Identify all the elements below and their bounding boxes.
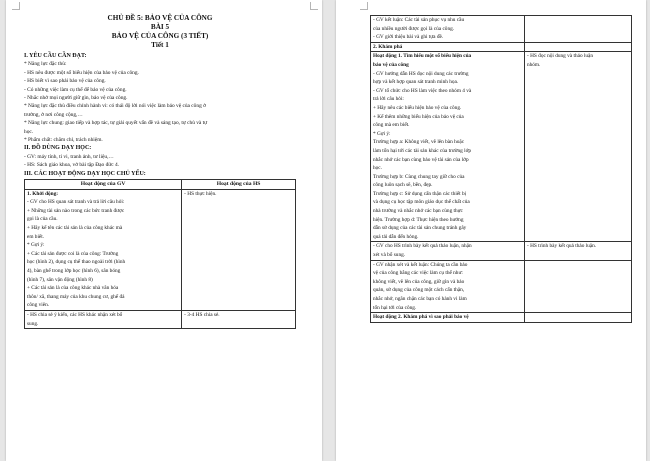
cell-line: nhà trường và nhắc nhở các bạn cùng thực bbox=[373, 208, 463, 215]
cell-line: + Các tài sản được coi là của công: Trường bbox=[27, 250, 119, 257]
student-activity-cell bbox=[524, 42, 631, 52]
table-row bbox=[371, 42, 632, 52]
title-line: BÀI 5 bbox=[150, 23, 170, 31]
cell-line: hợp và kết hợp quan sát tranh minh họa. bbox=[373, 79, 459, 86]
title-line: BẢO VỆ CỦA CÔNG (3 TIẾT) bbox=[111, 32, 209, 40]
cell-line: + Những tài sản nào trong các bức tranh được bbox=[27, 207, 125, 214]
cell-line: quá tải dẫn đến hỏng. bbox=[373, 233, 419, 240]
cell-line: làm tổn hại tới các tài sản khác của trường lớp bbox=[373, 147, 472, 154]
cell-line: Trường hợp b: Cùng chung tay giữ cho của bbox=[373, 173, 465, 180]
table-header-row bbox=[25, 180, 296, 190]
cell-line: - HS thực hiện. bbox=[184, 190, 217, 197]
cell-line: 4), bàn ghế trong lớp học (hình 6), sân bóng bbox=[27, 268, 121, 275]
cell-line: học. bbox=[373, 165, 382, 172]
section-heading: III. CÁC HOẠT ĐỘNG DẠY HỌC CHỦ YẾU: bbox=[24, 170, 146, 177]
table-row bbox=[371, 260, 632, 313]
page-content bbox=[24, 14, 296, 329]
student-activity-cell bbox=[524, 242, 631, 260]
student-activity-cell bbox=[524, 52, 631, 242]
table-row bbox=[25, 189, 296, 310]
title-line: CHỦ ĐỀ 5: BẢO VỆ CỦA CÔNG bbox=[107, 14, 213, 22]
teacher-activity-cell bbox=[371, 260, 525, 313]
student-activity-cell bbox=[524, 260, 631, 313]
document-page-right bbox=[336, 0, 646, 461]
body-line: * Phẩm chất: chăm chỉ, trách nhiệm. bbox=[24, 137, 103, 144]
section-heading: I. YÊU CẦU CẦN ĐẠT: bbox=[24, 53, 87, 59]
body-line: * Năng lực đặc thù điều chỉnh hành vi: có thái độ lời nói việc làm bảo vệ của công ở bbox=[24, 103, 206, 110]
cell-line: công mà em biết. bbox=[373, 122, 410, 129]
cell-line: - GV hướng dẫn HS đọc nội dung các trường bbox=[373, 70, 469, 77]
cell-line: - HS trình bày kết quả thảo luận. bbox=[526, 243, 597, 250]
page-content bbox=[370, 14, 632, 323]
table-row bbox=[371, 313, 632, 323]
body-line: - Có những việc làm cụ thể để bảo vệ của công. bbox=[24, 86, 127, 93]
body-line: - HS: Sách giáo khoa, vở bài tập Đạo đức 4. bbox=[24, 162, 119, 169]
cell-line: * Gợi ý: bbox=[373, 130, 391, 137]
activity-heading: bảo vệ của công bbox=[373, 61, 409, 68]
cell-line: gọi là của cầu. bbox=[27, 216, 58, 223]
header-student-activity: Hoạt động của HS bbox=[182, 180, 296, 190]
margin-marker-top-left bbox=[360, 2, 368, 10]
cell-line: - HS đọc nội dung và thảo luận bbox=[526, 53, 594, 60]
header-teacher-activity: Hoạt động của GV bbox=[25, 180, 182, 190]
activity-heading: Hoạt động 1. Tìm hiểu một số biểu hiện của bbox=[373, 53, 472, 60]
cell-line: - 3-4 HS chia sẻ. bbox=[184, 312, 220, 318]
lesson-title-block bbox=[24, 14, 296, 50]
cell-line: không viết, vẽ lên của công, giữ gìn và bảo bbox=[373, 278, 465, 285]
body-line: * Năng lực đặc thù: bbox=[24, 61, 67, 68]
cell-line: + Kể thêm những biểu hiện của bảo vệ của bbox=[373, 113, 464, 120]
cell-line: * Gợi ý: bbox=[27, 242, 45, 249]
cell-line: + Hãy nêu các biểu hiện bảo vệ của công. bbox=[373, 104, 462, 111]
student-activity-cell bbox=[524, 16, 631, 43]
cell-line: Trường hợp a: Không viết, vẽ lên bàn hoặc bbox=[373, 139, 465, 146]
cell-line: + Hãy kể tên các tài sản là của công khác mà bbox=[27, 225, 123, 232]
body-line: * Năng lực chung: giao tiếp và hợp tác, tự giải quyết vấn đề và sáng tạo, tự chủ và tự bbox=[24, 120, 208, 127]
cell-line: - GV nhận xét và kết luận: Chúng ta cần bảo bbox=[373, 261, 468, 268]
cell-line: - GV cho HS trình bày kết quả thảo luận, nhận bbox=[373, 243, 472, 250]
cell-line: nhóm. bbox=[526, 61, 541, 68]
cell-line: vệ của công bằng các việc làm cụ thể như: bbox=[373, 270, 463, 277]
cell-line: em biết. bbox=[27, 233, 45, 240]
section-heading: II. ĐỒ DÙNG DẠY HỌC: bbox=[24, 145, 92, 152]
cell-line: tổn hại tới của công. bbox=[373, 304, 417, 311]
cell-line: - GV cho HS quan sát tranh và trả lời câu hỏi: bbox=[27, 199, 125, 206]
cell-line: - GV tổ chức cho HS làm việc theo nhóm 4 và bbox=[373, 87, 472, 94]
body-line: - HS nêu được một số biểu hiện của bảo vệ của công. bbox=[24, 69, 139, 76]
margin-marker-top-right bbox=[310, 2, 318, 10]
cell-line: công viên. bbox=[27, 302, 50, 309]
teacher-activity-cell bbox=[371, 16, 525, 43]
table-row bbox=[25, 311, 296, 329]
cell-line: của nhiều người được gọi là của công. bbox=[373, 25, 455, 32]
cell-line: - GV giới thiệu bài và ghi tựa đề. bbox=[373, 34, 444, 41]
cell-line: trả lời câu hỏi: bbox=[373, 96, 404, 103]
table-row bbox=[371, 52, 632, 242]
cell-line: nhắc nhở các bạn cùng bảo vệ tài sản của lớp bbox=[373, 156, 469, 163]
cell-line: thôn/ xã, thang máy của khu chung cư, ghế đá bbox=[27, 293, 125, 300]
cell-line: dẫn sử dụng của các tài sản chung tránh gây bbox=[373, 225, 467, 232]
cell-line: công luôn sạch sẽ, bền, đẹp. bbox=[373, 182, 433, 189]
body-line: học. bbox=[24, 128, 34, 135]
margin-marker-top-left bbox=[12, 2, 20, 10]
teacher-activity-cell bbox=[371, 42, 525, 52]
cell-line: + Các tài sản là của công khác nhà văn hóa bbox=[27, 285, 119, 292]
cell-line: học (hình 2), dụng cụ thể thao ngoài trời (hình bbox=[27, 259, 126, 266]
student-activity-cell bbox=[182, 189, 296, 310]
body-line: - GV: máy tính, ti vi, tranh ảnh, tư liệu,… bbox=[24, 153, 114, 160]
teacher-activity-cell bbox=[371, 313, 525, 323]
table-row bbox=[371, 16, 632, 43]
title-line: Tiết 1 bbox=[151, 41, 169, 49]
activity-heading: Hoạt động 2. Khám phá vì sao phải bảo vệ bbox=[373, 314, 469, 321]
activities-table-continued bbox=[370, 15, 632, 323]
teacher-activity-cell bbox=[371, 52, 525, 242]
cell-line: hiện. Trường hợp d: Thực hiện theo hướng bbox=[373, 216, 464, 223]
student-activity-cell bbox=[524, 313, 631, 323]
cell-line: quản, sử dụng của công một cách cẩn thận, bbox=[373, 287, 465, 294]
lesson-objectives bbox=[24, 52, 296, 178]
cell-line: - GV kết luận: Các tài sản phục vụ nhu cầu bbox=[373, 17, 465, 23]
body-line: - HS biết vì sao phải bảo vệ của công. bbox=[24, 78, 106, 85]
cell-line: (hình 7), sân vận động (hình 8) bbox=[27, 276, 93, 283]
cell-line: sung. bbox=[27, 320, 39, 327]
cell-line: nhắc nhở, ngăn chặn các bạn có hành vi làm bbox=[373, 296, 467, 302]
cell-line: xét và bổ sung. bbox=[373, 252, 406, 259]
activity-heading: 2. Khám phá bbox=[373, 43, 403, 50]
table-row bbox=[371, 242, 632, 260]
cell-line: và dụng cụ học tập môn giáo dục thể chất của bbox=[373, 199, 470, 206]
cell-line: - HS chia sẻ ý kiến, các HS khác nhận xét bổ bbox=[27, 312, 123, 318]
teacher-activity-cell bbox=[371, 242, 525, 260]
cell-line: Trường hợp c: Sử dụng cẩn thận các thiết bị bbox=[373, 190, 467, 197]
teacher-activity-cell bbox=[25, 189, 182, 310]
activity-heading: 1. Khởi động: bbox=[27, 190, 59, 197]
body-line: trường, ở nơi công cộng,… bbox=[24, 111, 83, 118]
teacher-activity-cell bbox=[25, 311, 182, 329]
student-activity-cell bbox=[182, 311, 296, 329]
document-page-left bbox=[6, 0, 322, 461]
activities-table bbox=[24, 179, 296, 329]
body-line: - Nhắc nhở mọi người giữ gìn, bảo vệ của công. bbox=[24, 95, 128, 102]
